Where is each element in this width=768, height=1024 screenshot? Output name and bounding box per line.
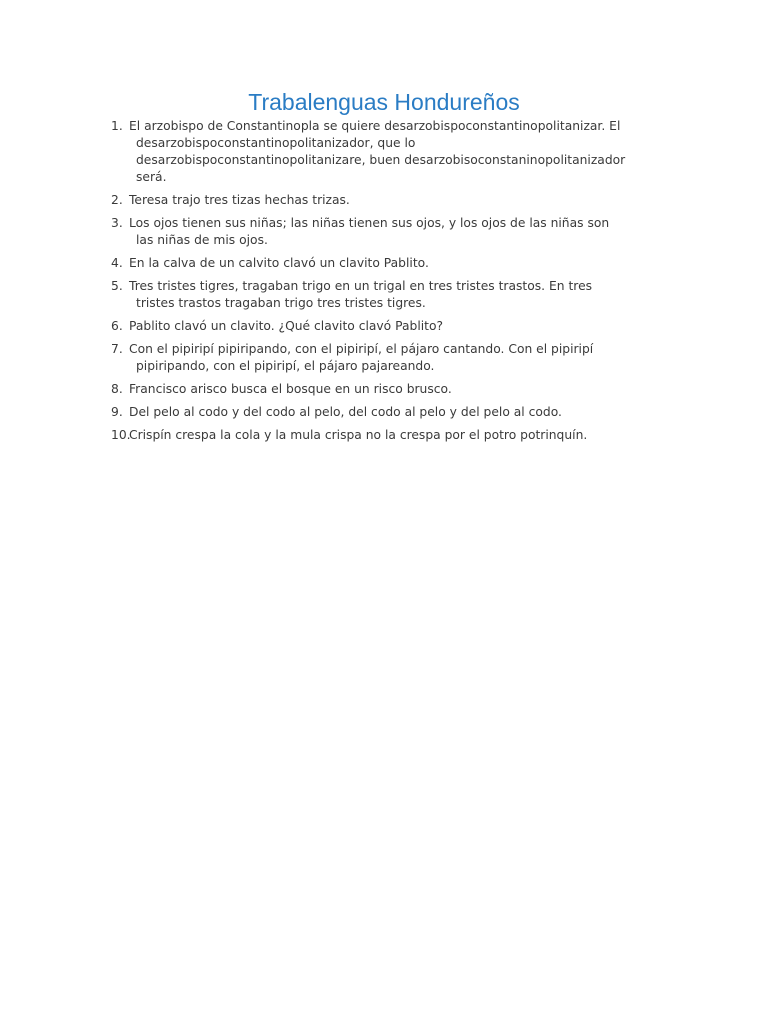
list-item — [111, 341, 711, 375]
list-item-text-line: tristes trastos tragaban trigo tres tristes tigres. — [136, 296, 426, 310]
list-item-number: 1. — [111, 119, 123, 133]
list-item — [111, 404, 711, 421]
list-item-number: 6. — [111, 319, 123, 333]
list-item — [111, 255, 711, 272]
list-item-text-line: desarzobispoconstantinopolitanizador, que lo — [136, 136, 416, 150]
list-item-text-line: pipiripando, con el pipiripí, el pájaro pajareando. — [136, 359, 435, 373]
list-item-text-line: Francisco arisco busca el bosque en un risco brusco. — [129, 382, 452, 396]
list-item — [111, 427, 711, 444]
list-item-text-line: Los ojos tienen sus niñas; las niñas tienen sus ojos, y los ojos de las niñas son — [129, 216, 610, 230]
list-item-number: 5. — [111, 279, 123, 293]
list-item-number: 9. — [111, 405, 123, 419]
list-item — [111, 192, 711, 209]
list-item — [111, 381, 711, 398]
list-item-text-line: Tres tristes tigres, tragaban trigo en un trigal en tres tristes trastos. En tres — [129, 279, 593, 293]
list-item — [111, 215, 711, 249]
list-item-number: 4. — [111, 256, 123, 270]
list-item-text-line: El arzobispo de Constantinopla se quiere desarzobispoconstantinopolitanizar. El — [129, 119, 621, 133]
list-item-number: 7. — [111, 342, 123, 356]
list-item-text-line: las niñas de mis ojos. — [136, 233, 268, 247]
list-item-number: 10. — [111, 428, 131, 442]
list-item — [111, 278, 711, 312]
list-item-text-line: En la calva de un calvito clavó un clavito Pablito. — [129, 256, 429, 270]
list-item-text-line: será. — [136, 170, 167, 184]
tongue-twister-list — [111, 118, 711, 450]
list-item-text-line: Pablito clavó un clavito. ¿Qué clavito clavó Pablito? — [129, 319, 444, 333]
list-item-number: 2. — [111, 193, 123, 207]
document-title: Trabalenguas Hondureños — [248, 89, 520, 115]
list-item-text-line: Con el pipiripí pipiripando, con el pipiripí, el pájaro cantando. Con el pipiripí — [129, 342, 594, 356]
list-item-number: 3. — [111, 216, 123, 230]
list-item-text-line: Crispín crespa la cola y la mula crispa no la crespa por el potro potrinquín. — [129, 428, 588, 442]
list-item-text-line: desarzobispoconstantinopolitanizare, buen desarzobisoconstaninopolitanizador — [136, 153, 626, 167]
list-item-text-line: Teresa trajo tres tizas hechas trizas. — [129, 193, 350, 207]
list-item-text-line: Del pelo al codo y del codo al pelo, del codo al pelo y del pelo al codo. — [129, 405, 562, 419]
list-item-number: 8. — [111, 382, 123, 396]
list-item — [111, 118, 711, 186]
list-item — [111, 318, 711, 335]
